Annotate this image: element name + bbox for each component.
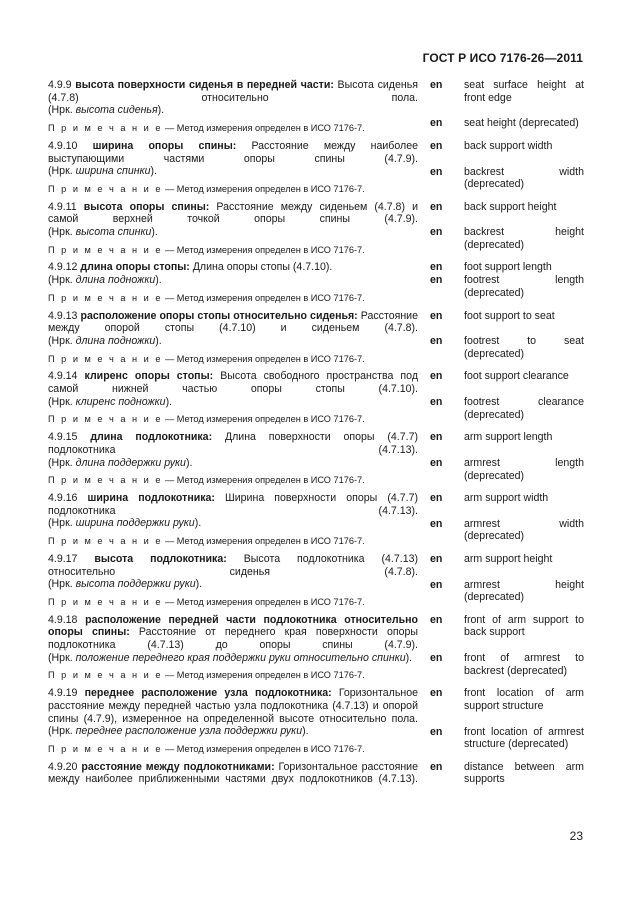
term-entry — [48, 761, 584, 786]
english-term: en back support width — [430, 139, 553, 152]
english-term: en footrest to seat (deprecated) — [430, 335, 584, 360]
term-number: 4.9.19 — [48, 687, 78, 700]
term-definition: Горизонтальное расстояние между наиболее приближенными частями двух подлокотников (4.7.13). — [48, 760, 418, 786]
definition-text — [48, 79, 418, 104]
english-term: en front location of armrest structure (deprecated) — [430, 725, 584, 751]
term-name: высота подлокотника: — [94, 552, 227, 565]
term-number: 4.9.9 — [48, 79, 72, 91]
english-term: en armrest height (deprecated) — [430, 578, 584, 604]
term-entry — [48, 140, 584, 196]
note: П р и м е ч а н и е — Метод измерения определен в ИСО 7176-7. — [48, 596, 365, 607]
note: П р и м е ч а н и е — Метод измерения определен в ИСО 7176-7. — [48, 670, 365, 681]
deprecated-synonym: (Нрк. переднее расположение узла поддержки руки). — [48, 725, 309, 738]
term-definition: Расстояние между сиденьем (4.7.8) и самой верхней точкой опоры спины (4.7.9). — [48, 200, 418, 226]
term-number: 4.9.15 — [48, 431, 78, 444]
english-term: en front location of arm support structure — [430, 687, 584, 712]
term-number: 4.9.13 — [48, 309, 78, 322]
english-terms — [430, 261, 584, 304]
note: П р и м е ч а н и е — Метод измерения определен в ИСО 7176-7. — [48, 292, 365, 303]
english-term: en front of arm support to back support — [430, 613, 584, 639]
term-name: расположение передней части подлокотника относительно опоры спины: — [48, 613, 418, 639]
term-name: высота поверхности сиденья в передней части: — [75, 79, 334, 91]
term-definition: Высота сиденья (4.7.8) относительно пола. — [48, 79, 418, 104]
deprecated-synonym: (Нрк. высота спинки). — [48, 226, 158, 239]
term-name: расстояние между подлокотниками: — [81, 760, 275, 773]
english-term: en arm support width — [430, 491, 549, 504]
definition-text — [48, 310, 418, 335]
english-term: en arm support height — [430, 552, 553, 565]
term-number: 4.9.14 — [48, 370, 78, 383]
english-terms — [430, 140, 584, 196]
definition-text — [48, 687, 418, 725]
term-name: высота опоры спины: — [83, 200, 210, 213]
english-terms — [430, 79, 584, 135]
english-term: en footrest length (deprecated) — [430, 274, 584, 299]
russian-definition — [48, 614, 418, 683]
russian-definition — [48, 687, 418, 756]
deprecated-synonym: (Нрк. длина подножки). — [48, 334, 162, 347]
english-term: en foot support to seat — [430, 309, 555, 322]
english-term: en arm support length — [430, 431, 553, 444]
english-term: en foot support length — [430, 261, 552, 274]
definition-text — [48, 614, 418, 652]
definition-text — [48, 553, 418, 578]
term-definition: Расстояние между опорой стопы (4.7.10) и сиденьем (4.7.8). — [48, 309, 418, 335]
term-name: длина подлокотника: — [90, 431, 213, 444]
english-term: en backrest height (deprecated) — [430, 226, 584, 252]
page-number: 23 — [569, 829, 583, 843]
english-terms — [430, 431, 584, 487]
note: П р и м е ч а н и е — Метод измерения определен в ИСО 7176-7. — [48, 475, 365, 486]
deprecated-synonym: (Нрк. длина подножки). — [48, 274, 162, 287]
english-term: en seat surface height at front edge — [430, 79, 584, 104]
definition-text — [48, 370, 418, 395]
term-number: 4.9.18 — [48, 613, 78, 626]
english-terms — [430, 370, 584, 426]
term-definition: Длина поверхности опоры (4.7.7) подлокотника (4.7.13). — [48, 431, 418, 456]
note: П р и м е ч а н и е — Метод измерения определен в ИСО 7176-7. — [48, 244, 365, 255]
english-term: en front of armrest to backrest (deprecated) — [430, 652, 584, 677]
note: П р и м е ч а н и е — Метод измерения определен в ИСО 7176-7. — [48, 353, 365, 364]
russian-definition — [48, 79, 418, 135]
term-entry — [48, 553, 584, 609]
english-terms — [430, 310, 584, 366]
deprecated-synonym: (Нрк. ширина поддержки руки). — [48, 517, 202, 530]
english-term: en footrest clearance (deprecated) — [430, 396, 584, 421]
english-term: en backrest width (deprecated) — [430, 165, 584, 191]
note: П р и м е ч а н и е — Метод измерения определен в ИСО 7176-7. — [48, 414, 365, 425]
note: П р и м е ч а н и е — Метод измерения определен в ИСО 7176-7. — [48, 743, 365, 754]
russian-definition — [48, 370, 418, 426]
english-terms — [430, 687, 584, 756]
definition-text — [48, 492, 418, 517]
term-entry — [48, 431, 584, 487]
definition-text — [48, 431, 418, 456]
english-term: en seat height (deprecated) — [430, 117, 579, 130]
russian-definition — [48, 310, 418, 366]
term-definition: Горизонтальное расстояние между передней частью узла подлокотника (4.7.13) и опорой спины (4.7.9), измеренное на определенной высоте относительно пола. — [48, 687, 418, 725]
term-entry — [48, 201, 584, 257]
term-entry — [48, 687, 584, 756]
term-name: ширина подлокотника: — [87, 491, 215, 504]
standard-header: ГОСТ Р ИСО 7176-26—2011 — [422, 51, 583, 65]
english-term: en armrest length (deprecated) — [430, 456, 584, 482]
definition-text — [48, 261, 418, 274]
term-number: 4.9.11 — [48, 200, 77, 213]
russian-definition — [48, 761, 418, 786]
term-name: расположение опоры стопы относительно сиденья: — [80, 309, 358, 322]
deprecated-synonym: (Нрк. ширина спинки). — [48, 165, 157, 178]
term-name: переднее расположение узла подлокотника: — [84, 687, 332, 700]
english-terms — [430, 614, 584, 683]
note: П р и м е ч а н и е — Метод измерения определен в ИСО 7176-7. — [48, 123, 365, 134]
english-term: en armrest width (deprecated) — [430, 517, 584, 543]
term-definition: Длина опоры стопы (4.7.10). — [189, 261, 333, 274]
russian-definition — [48, 201, 418, 257]
english-term: en back support height — [430, 200, 557, 213]
russian-definition — [48, 140, 418, 196]
term-definition: Ширина поверхности опоры (4.7.7) подлокотника (4.7.13). — [48, 491, 418, 517]
term-entry — [48, 614, 584, 683]
russian-definition — [48, 553, 418, 609]
deprecated-synonym: (Нрк. высота сиденья). — [48, 104, 165, 117]
terms-list — [48, 79, 584, 791]
term-number: 4.9.17 — [48, 552, 78, 565]
deprecated-synonym: (Нрк. клиренс подножки). — [48, 395, 173, 408]
russian-definition — [48, 261, 418, 304]
english-term: en foot support clearance — [430, 370, 569, 383]
english-term: en distance between arm supports — [430, 760, 584, 786]
term-number: 4.9.16 — [48, 491, 78, 504]
term-name: клиренс опоры стопы: — [84, 370, 214, 383]
deprecated-synonym: (Нрк. длина поддержки руки). — [48, 456, 193, 469]
definition-text — [48, 761, 418, 786]
term-entry — [48, 492, 584, 548]
definition-text — [48, 201, 418, 226]
note: П р и м е ч а н и е — Метод измерения определен в ИСО 7176-7. — [48, 536, 365, 547]
term-definition: Расстояние от переднего края поверхности опоры подлокотника (4.7.13) до опоры спины (4.7.9). — [48, 626, 418, 652]
english-terms — [430, 201, 584, 257]
russian-definition — [48, 492, 418, 548]
term-name: длина опоры стопы: — [80, 261, 190, 274]
term-number: 4.9.20 — [48, 760, 78, 773]
term-number: 4.9.12 — [48, 261, 78, 274]
term-entry — [48, 370, 584, 426]
definition-text — [48, 140, 418, 165]
term-name: ширина опоры спины: — [92, 139, 237, 152]
term-definition: Высота свободного пространства под самой нижней частью опоры стопы (4.7.10). — [48, 370, 418, 396]
english-terms — [430, 492, 584, 548]
deprecated-synonym: (Нрк. высота поддержки руки). — [48, 578, 203, 591]
english-terms — [430, 553, 584, 609]
term-definition: Высота подлокотника (4.7.13) относительно сиденья (4.7.8). — [48, 552, 419, 578]
term-entry — [48, 79, 584, 135]
term-number: 4.9.10 — [48, 139, 78, 152]
deprecated-synonym: (Нрк. положение переднего края поддержки руки относительно спинки). — [48, 651, 413, 664]
note: П р и м е ч а н и е — Метод измерения определен в ИСО 7176-7. — [48, 183, 365, 194]
term-entry — [48, 310, 584, 366]
term-entry — [48, 261, 584, 304]
russian-definition — [48, 431, 418, 487]
english-terms — [430, 761, 584, 786]
term-definition: Расстояние между наиболее выступающими частями опоры спины (4.7.9). — [48, 139, 418, 165]
